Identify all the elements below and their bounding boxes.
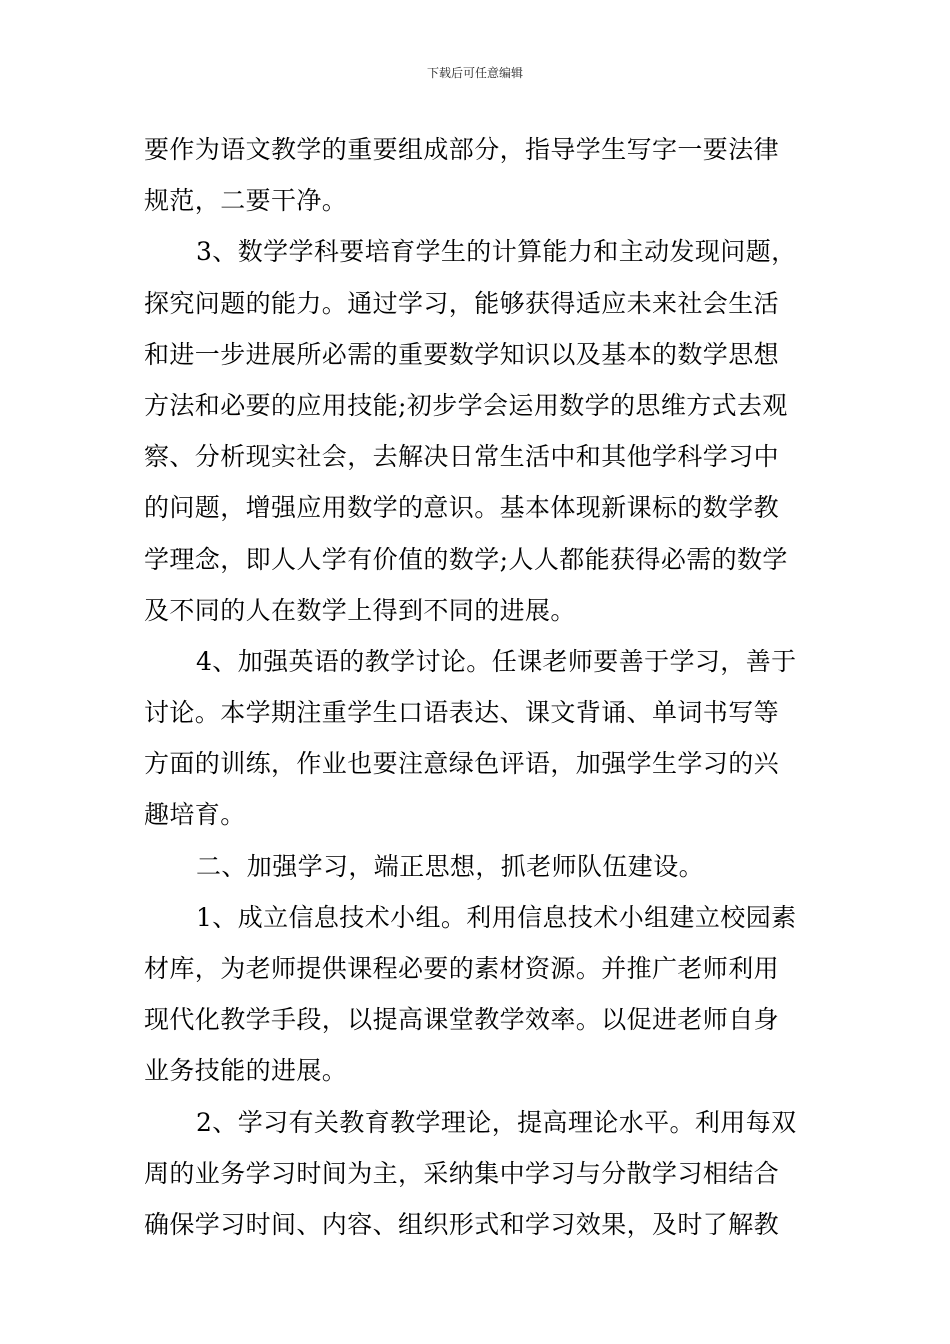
text-line: 及不同的人在数学上得到不同的进展。 (144, 595, 576, 625)
text-line: 的问题，增强应用数学的意识。基本体现新课标的数学教 (144, 493, 780, 523)
text-line: 4、加强英语的教学讨论。任课老师要善于学习，善于 (196, 646, 797, 676)
text-line: 3、数学学科要培育学生的计算能力和主动发现问题， (196, 237, 797, 267)
text-line: 方法和必要的应用技能;初步学会运用数学的思维方式去观 (144, 390, 788, 420)
text-line: 规范，二要干净。 (144, 186, 348, 216)
text-line: 现代化教学手段，以提高课堂教学效率。以促进老师自身 (144, 1005, 780, 1035)
text-line: 讨论。本学期注重学生口语表达、课文背诵、单词书写等 (144, 698, 780, 728)
text-line: 探究问题的能力。通过学习，能够获得适应未来社会生活 (144, 288, 780, 318)
text-line: 方面的训练，作业也要注意绿色评语，加强学生学习的兴 (144, 749, 780, 779)
text-line: 学理念，即人人学有价值的数学;人人都能获得必需的数学 (144, 544, 788, 574)
text-line: 察、分析现实社会，去解决日常生活中和其他学科学习中 (144, 442, 780, 472)
text-line: 1、成立信息技术小组。利用信息技术小组建立校园素 (196, 902, 797, 932)
page-header: 下载后可任意编辑 (426, 66, 523, 80)
text-line: 材库，为老师提供课程必要的素材资源。并推广老师利用 (144, 954, 780, 983)
text-line: 周的业务学习时间为主，采纳集中学习与分散学习相结合 (144, 1158, 780, 1188)
text-line: 业务技能的进展。 (144, 1056, 348, 1086)
text-line: 确保学习时间、内容、组织形式和学习效果，及时了解教 (144, 1209, 780, 1239)
text-line: 和进一步进展所必需的重要数学知识以及基本的数学思想 (144, 339, 780, 369)
text-line: 2、学习有关教育教学理论，提高理论水平。利用每双 (196, 1107, 797, 1137)
text-line: 要作为语文教学的重要组成部分，指导学生写字一要法律 (144, 135, 780, 164)
text-line: 趣培育。 (144, 800, 246, 830)
document-body (144, 124, 809, 1250)
text-line: 二、加强学习，端正思想，抓老师队伍建设。 (196, 851, 705, 881)
